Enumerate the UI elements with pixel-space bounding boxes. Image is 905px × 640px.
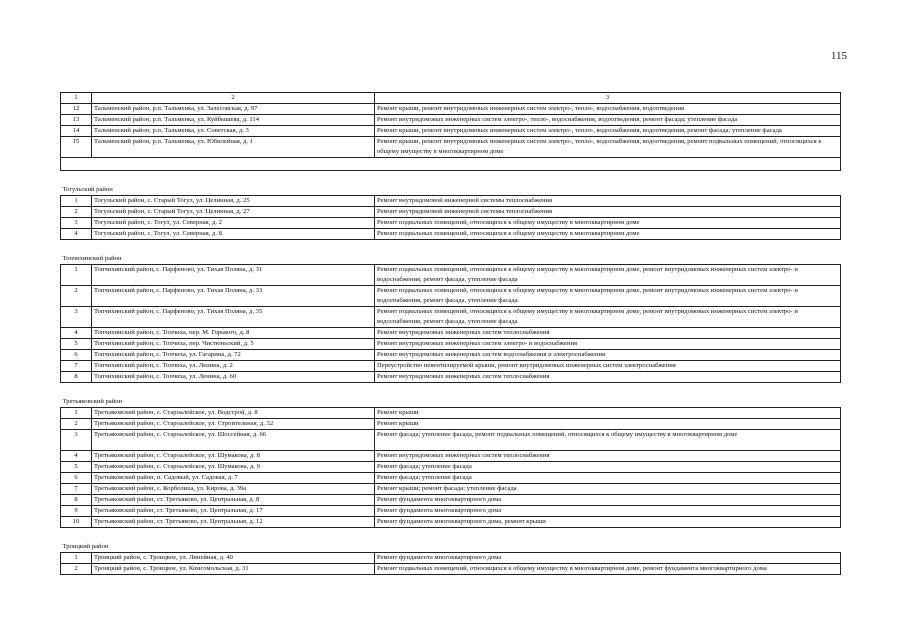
- works-cell: Ремонт внутридомовых инженерных систем теплоснабжения: [375, 451, 841, 462]
- table-row: [61, 207, 841, 218]
- table-row: [61, 137, 841, 158]
- works-cell: Ремонт крыши: [375, 408, 841, 419]
- row-number: 2: [61, 207, 92, 218]
- works-cell: Ремонт внутридомовых инженерных систем электро- и водоснабжения: [375, 339, 841, 350]
- works-cell: Ремонт фундамента многоквартирного дома: [375, 553, 841, 564]
- row-number: 3: [61, 218, 92, 229]
- registry-body: [61, 93, 841, 575]
- table-row: [61, 419, 841, 430]
- address-cell: Топчихинский район, с. Топчиха, ул. Ленина, д. 2: [92, 361, 375, 372]
- row-number: 12: [61, 104, 92, 115]
- row-number: 13: [61, 115, 92, 126]
- address-cell: Третьяковский район, с. Староалейское, ул. Строительная, д. 32: [92, 419, 375, 430]
- works-cell: Ремонт подвальных помещений, относящихся к общему имуществу в многоквартирном доме: [375, 218, 841, 229]
- row-number: 3: [61, 430, 92, 451]
- table-row: [61, 473, 841, 484]
- district-title: Тогульский район: [61, 171, 841, 196]
- table-row: [61, 451, 841, 462]
- row-number: 8: [61, 372, 92, 383]
- page-number: 115: [830, 50, 847, 62]
- district-title: Третьяковский район: [61, 383, 841, 408]
- address-cell: Топчихинский район, с. Топчиха, ул. Ленина, д. 60: [92, 372, 375, 383]
- works-cell: Ремонт внутридомовых инженерных систем теплоснабжения: [375, 372, 841, 383]
- table-row: [61, 229, 841, 240]
- works-cell: Ремонт внутридомовых инженерных систем теплоснабжения: [375, 328, 841, 339]
- works-cell: Ремонт крыши, ремонт внутридомовых инженерных систем электро-, тепло-, водоснабжения, водоотведения, ремонт фасада; утепление фасада: [375, 126, 841, 137]
- works-cell: Ремонт внутридомовых инженерных систем электро-, тепло-, водоснабжения, водоотведения, ремонт фасада; утепление фасада: [375, 115, 841, 126]
- address-cell: Тогульский район, с. Старый Тогул, ул. Целинная, д. 25: [92, 196, 375, 207]
- works-cell: Ремонт подвальных помещений, относящихся к общему имуществу в многоквартирном доме, ремонт внутридомовых инженерных систем электро- и водоснабжения, ремонт фасада, утепление фасада: [375, 286, 841, 307]
- address-cell: Топчихинский район, с. Топчиха, ул. Гагарина, д. 72: [92, 350, 375, 361]
- row-number: 2: [61, 286, 92, 307]
- row-number: 5: [61, 462, 92, 473]
- table-row: [61, 517, 841, 528]
- works-cell: Ремонт фундамента многоквартирного дома: [375, 506, 841, 517]
- column-number: 1: [61, 93, 92, 104]
- district-section-row: [61, 171, 841, 196]
- works-cell: Ремонт крыши; ремонт фасада; утепление фасада: [375, 484, 841, 495]
- column-number: 2: [92, 93, 375, 104]
- table-row: [61, 115, 841, 126]
- address-cell: Третьяковский район, с. Староалейское, ул. Шумакова, д. 8: [92, 451, 375, 462]
- table-row: [61, 506, 841, 517]
- row-number: 6: [61, 473, 92, 484]
- works-cell: Ремонт фасада; утепление фасада, ремонт подвальных помещений, относящихся к общему имуществу в многоквартирном доме: [375, 430, 841, 451]
- works-cell: Ремонт подвальных помещений, относящихся к общему имуществу в многоквартирном доме, ремонт внутридомовых инженерных систем электро- и водоснабжения, ремонт фасада, утепление фасада: [375, 265, 841, 286]
- table-row: [61, 430, 841, 451]
- table-row: [61, 126, 841, 137]
- table-row: [61, 553, 841, 564]
- works-cell: Ремонт фундамента многоквартирного дома: [375, 495, 841, 506]
- works-cell: Ремонт крыши, ремонт внутридомовых инженерных систем электро-, тепло-, водоснабжения, водоотведения, ремонт подвальных помещений, относящихся к общему имуществу в многоквартирном доме: [375, 137, 841, 158]
- row-number: 1: [61, 196, 92, 207]
- table-row: [61, 350, 841, 361]
- row-number: 2: [61, 419, 92, 430]
- address-cell: Тальменский район, р.п. Тальменка, ул. Юбилейная, д. 1: [92, 137, 375, 158]
- address-cell: Третьяковский район, с. Староалейское, ул. Шоссейная, д. 66: [92, 430, 375, 451]
- row-number: 1: [61, 265, 92, 286]
- table-row: [61, 196, 841, 207]
- table-row: [61, 307, 841, 328]
- address-cell: Тальменский район, р.п. Тальменка, ул. Залесовская, д. 97: [92, 104, 375, 115]
- address-cell: Тогульский район, с. Тогул, ул. Северная, д. 8: [92, 229, 375, 240]
- address-cell: Тогульский район, с. Тогул, ул. Северная, д. 2: [92, 218, 375, 229]
- row-number: 2: [61, 564, 92, 575]
- column-number-row: [61, 93, 841, 104]
- row-number: 1: [61, 408, 92, 419]
- address-cell: Топчихинский район, с. Топчиха, пер. М. Горького, д. 8: [92, 328, 375, 339]
- works-cell: Ремонт подвальных помещений, относящихся к общему имуществу в многоквартирном доме: [375, 229, 841, 240]
- table-row: [61, 372, 841, 383]
- table-row: [61, 495, 841, 506]
- works-cell: Ремонт внутридомовой инженерной системы теплоснабжения: [375, 207, 841, 218]
- row-number: 4: [61, 229, 92, 240]
- district-title: Топчихинский район: [61, 240, 841, 265]
- address-cell: Тальменский район, р.п. Тальменка, ул. Куйбышева, д. 114: [92, 115, 375, 126]
- column-number: 3: [375, 93, 841, 104]
- table-row: [61, 328, 841, 339]
- works-cell: Ремонт подвальных помещений, относящихся к общему имуществу в многоквартирном доме, ремонт фундамента многоквартирного дома: [375, 564, 841, 575]
- works-cell: Переустройство невентилируемой крыши, ремонт внутридомовых инженерных систем электроснабжения: [375, 361, 841, 372]
- district-section-row: [61, 383, 841, 408]
- address-cell: Тогульский район, с. Старый Тогул, ул. Целинная, д. 27: [92, 207, 375, 218]
- works-cell: Ремонт фасада; утепление фасада: [375, 462, 841, 473]
- blank-row: [61, 158, 841, 171]
- district-section-row: [61, 240, 841, 265]
- blank-cell: [61, 158, 841, 171]
- row-number: 5: [61, 339, 92, 350]
- table-row: [61, 104, 841, 115]
- works-cell: Ремонт внутридомовой инженерной системы теплоснабжения: [375, 196, 841, 207]
- address-cell: Троицкий район, с. Троицкое, ул. Линейная, д. 40: [92, 553, 375, 564]
- address-cell: Третьяковский район, ст. Третьяково, ул. Центральная, д. 17: [92, 506, 375, 517]
- row-number: 10: [61, 517, 92, 528]
- address-cell: Тальменский район, р.п. Тальменка, ул. Советская, д. 3: [92, 126, 375, 137]
- row-number: 8: [61, 495, 92, 506]
- address-cell: Третьяковский район, п. Садовый, ул. Садовая, д. 7: [92, 473, 375, 484]
- row-number: 15: [61, 137, 92, 158]
- table-row: [61, 484, 841, 495]
- table-row: [61, 408, 841, 419]
- row-number: 14: [61, 126, 92, 137]
- table-row: [61, 361, 841, 372]
- address-cell: Третьяковский район, ст. Третьяково, ул. Центральная, д. 8: [92, 495, 375, 506]
- address-cell: Топчихинский район, с. Парфеново, ул. Тихая Поляна, д. 35: [92, 307, 375, 328]
- address-cell: Третьяковский район, с. Староалейское, ул. Шумакова, д. 9: [92, 462, 375, 473]
- row-number: 1: [61, 553, 92, 564]
- address-cell: Топчихинский район, с. Парфеново, ул. Тихая Поляна, д. 33: [92, 286, 375, 307]
- works-cell: Ремонт подвальных помещений, относящихся к общему имуществу в многоквартирном доме, ремонт внутридомовых инженерных систем электро- и водоснабжения, ремонт фасада, утепление фасада: [375, 307, 841, 328]
- works-cell: Ремонт фасада; утепление фасада: [375, 473, 841, 484]
- works-cell: Ремонт крыши: [375, 419, 841, 430]
- works-cell: Ремонт крыши, ремонт внутридомовых инженерных систем электро-, тепло-, водоснабжения, водоотведения: [375, 104, 841, 115]
- row-number: 4: [61, 451, 92, 462]
- address-cell: Топчихинский район, с. Парфеново, ул. Тихая Поляна, д. 31: [92, 265, 375, 286]
- row-number: 7: [61, 361, 92, 372]
- row-number: 3: [61, 307, 92, 328]
- repair-registry-table: [60, 92, 841, 575]
- district-title: Троицкий район: [61, 528, 841, 553]
- table-row: [61, 218, 841, 229]
- row-number: 6: [61, 350, 92, 361]
- address-cell: Троицкий район, с. Троицкое, ул. Комсомольская, д. 31: [92, 564, 375, 575]
- table-row: [61, 462, 841, 473]
- address-cell: Третьяковский район, с. Староалейское, ул. Водстрой, д. 8: [92, 408, 375, 419]
- works-cell: Ремонт внутридомовых инженерных систем водоснабжения и электроснабжения: [375, 350, 841, 361]
- address-cell: Третьяковский район, с. Корболиха, ул. Кирова, д. 39а: [92, 484, 375, 495]
- district-section-row: [61, 528, 841, 553]
- row-number: 4: [61, 328, 92, 339]
- table-row: [61, 265, 841, 286]
- works-cell: Ремонт фундамента многоквартирного дома, ремонт крыши: [375, 517, 841, 528]
- row-number: 7: [61, 484, 92, 495]
- table-row: [61, 339, 841, 350]
- table-row: [61, 286, 841, 307]
- address-cell: Третьяковский район, ст. Третьяково, ул. Центральная, д. 12: [92, 517, 375, 528]
- table-row: [61, 564, 841, 575]
- row-number: 9: [61, 506, 92, 517]
- address-cell: Топчихинский район, с. Топчиха, пер. Чистюньский, д. 5: [92, 339, 375, 350]
